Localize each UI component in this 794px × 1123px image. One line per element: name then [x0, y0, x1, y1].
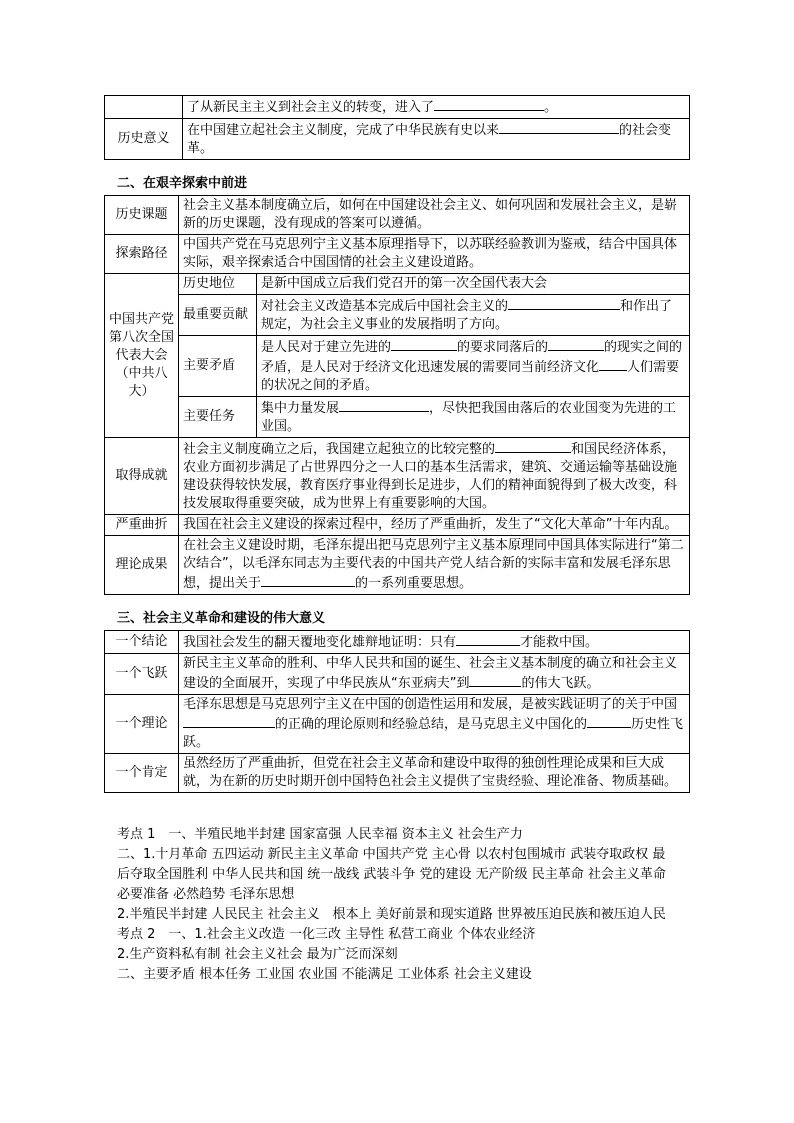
answer-line: 考点 2 一、1.社会主义改造 一化三改 主导性 私营工商业 个体农业经济	[117, 927, 536, 942]
fill-blank[interactable]	[548, 337, 604, 351]
row-content: 对社会主义改造基本完成后中国社会主义的 和作出了规定，为社会主义事业的发展指明了方向。	[257, 295, 690, 336]
fill-blank[interactable]	[587, 714, 631, 728]
answer-line: 二、1.十月革命 五四运动 新民主主义革命 中国共产党 主心骨 以农村包围城市 武装夺取政权 最后夺取全国胜利 中华人民共和国 统一战线 武装斗争 党的建设 无产阶级 民主革命 社会主义革命 必要准备 必然趋势 毛泽东思想	[117, 847, 666, 902]
row-header: 一个肯定	[105, 754, 179, 793]
row-header: 探索路径	[105, 235, 179, 274]
fill-blank[interactable]	[339, 398, 429, 412]
sub-header: 主要任务	[179, 397, 257, 438]
row-content: 是人民对于建立先进的 的要求同落后的 的现实之间的矛盾，是人民对于经济文化迅速发展的需要同当前经济文化 人们需要的状况之间的矛盾。	[257, 336, 690, 397]
row-header: 中国共产党第八次全国代表大会（中共八大）	[105, 274, 179, 438]
answer-line: 二、主要矛盾 根本任务 工业国 农业国 不能满足 工业体系 社会主义建设	[117, 967, 532, 982]
table-row	[105, 235, 690, 274]
fill-blank[interactable]	[499, 120, 619, 134]
row-content: 中国共产党在马克思列宁主义基本原理指导下，以苏联经验教训为鉴戒，结合中国具体实际，艰辛探索适合中国国情的社会主义建设道路。	[179, 235, 690, 274]
row-header: 历史意义	[105, 119, 183, 160]
row-content: 社会主义基本制度确立后，如何在中国建设社会主义、如何巩固和发展社会主义，是崭新的历史课题，没有现成的答案可以遵循。	[179, 196, 690, 235]
fill-blank[interactable]	[469, 673, 521, 687]
row-header: 理论成果	[105, 536, 179, 595]
row-content: 了从新民主主义到社会主义的转变，进入了 。	[183, 96, 690, 119]
section-title: 二、在艰辛探索中前进	[117, 176, 248, 191]
table-row	[105, 536, 690, 595]
row-content: 新民主主义革命的胜利、中华人民共和国的诞生、社会主义基本制度的确立和社会主义建设的全面展开，实现了中华民族从“东亚病夫”到 的伟大飞跃。	[179, 654, 690, 695]
row-content: 社会主义制度确立之后，我国建立起独立的比较完整的 和国民经济体系，农业方面初步满足了占世界四分之一人口的基本生活需求，建筑、交通运输等基础设施建设获得较快发展，教育医疗事业得到长足进步，人们的精神面貌得到了极大改变，科技发展取得重要突破，成为世界上有重要影响的大国。	[179, 438, 690, 515]
fill-blank[interactable]	[456, 632, 520, 646]
table-row	[105, 515, 690, 536]
table-row	[105, 695, 690, 754]
answer-line: 2.半殖民半封建 人民民主 社会主义 根本上 美好前景和现实道路 世界被压迫民族和被压迫人民	[117, 907, 666, 922]
table-row	[105, 654, 690, 695]
table-row	[105, 631, 690, 654]
row-content: 是新中国成立后我们党召开的第一次全国代表大会	[257, 274, 690, 295]
table-row	[105, 274, 690, 295]
table-row	[105, 397, 690, 438]
table-row	[105, 119, 690, 160]
row-header: 一个结论	[105, 631, 179, 654]
row-header: 一个飞跃	[105, 654, 179, 695]
row-content: 集中力量发展 ，尽快把我国由落后的农业国变为先进的工业国。	[257, 397, 690, 438]
row-header: 严重曲折	[105, 515, 179, 536]
answer-key	[117, 825, 677, 985]
fill-blank[interactable]	[183, 714, 275, 728]
fill-blank[interactable]	[391, 337, 457, 351]
sub-header: 历史地位	[179, 274, 257, 295]
row-header: 取得成就	[105, 438, 179, 515]
fill-blank[interactable]	[495, 439, 571, 453]
sub-header: 最重要贡献	[179, 295, 257, 336]
fill-blank[interactable]	[508, 296, 620, 310]
row-header	[105, 96, 183, 119]
row-content: 毛泽东思想是马克思列宁主义在中国的创造性运用和发展，是被实践证明了的关于中国的正确的理论原则和经验总结，是马克思主义中国化的 历史性飞跃。	[179, 695, 690, 754]
table-row	[105, 336, 690, 397]
row-header: 历史课题	[105, 196, 179, 235]
row-content: 我国社会发生的翻天覆地变化雄辩地证明：只有 才能救中国。	[179, 631, 690, 654]
row-header: 一个理论	[105, 695, 179, 754]
table-section2	[104, 195, 690, 595]
table-row	[105, 96, 690, 119]
table-top	[104, 95, 690, 160]
row-content: 虽然经历了严重曲折，但党在社会主义革命和建设中取得的独创性理论成果和巨大成就，为在新的历史时期开创中国特色社会主义提供了宝贵经验、理论准备、物质基础。	[179, 754, 690, 793]
table-section3	[104, 630, 690, 793]
table-row	[105, 754, 690, 793]
section-title: 三、社会主义革命和建设的伟大意义	[117, 611, 326, 626]
table-row	[105, 295, 690, 336]
row-content: 在中国建立起社会主义制度，完成了中华民族有史以来 的社会变革。	[183, 119, 690, 160]
answer-line: 2.生产资料私有制 社会主义社会 最为广泛而深刻	[117, 947, 398, 962]
fill-blank[interactable]	[434, 97, 544, 111]
row-content: 在社会主义建设时期，毛泽东提出把马克思列宁主义基本原理同中国具体实际进行“第二次结合”，以毛泽东同志为主要代表的中国共产党人结合新的实际丰富和发展毛泽东思想，提出关于 的一系列重要思想。	[179, 536, 690, 595]
table-row	[105, 196, 690, 235]
table-row	[105, 438, 690, 515]
fill-blank[interactable]	[599, 357, 627, 371]
row-content: 我国在社会主义建设的探索过程中，经历了严重曲折，发生了“文化大革命”十年内乱。	[179, 515, 690, 536]
answer-line: 考点 1 一、半殖民地半封建 国家富强 人民幸福 资本主义 社会生产力	[117, 827, 523, 842]
fill-blank[interactable]	[261, 573, 355, 587]
sub-header: 主要矛盾	[179, 336, 257, 397]
